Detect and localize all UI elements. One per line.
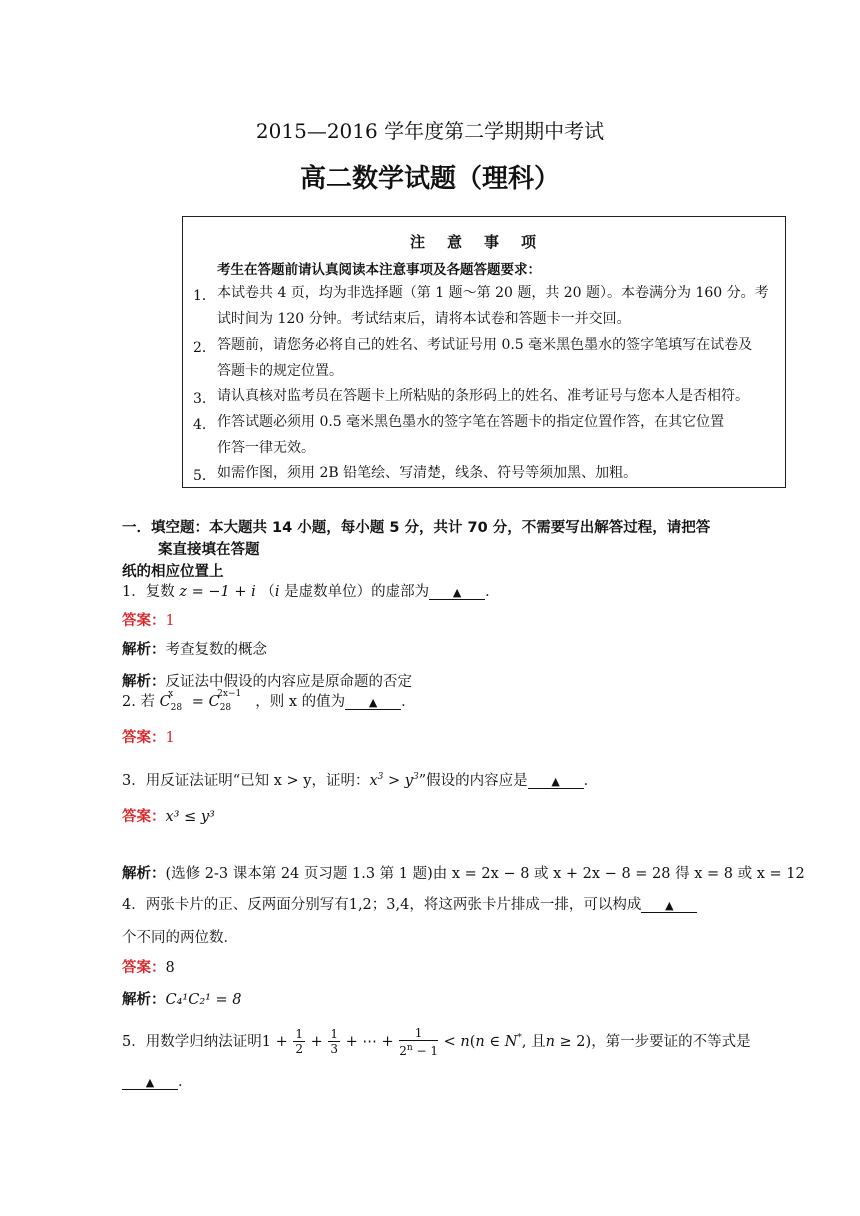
q5-formula: 1 + $\frac{1}{2}$ + $\frac{1}{3}$ + ⋯ + $\frac{1}{2^n - 1}$ < n(n ∈ N*, 且n ≥ 2)	[261, 1025, 592, 1058]
analysis-label: 解析：	[122, 866, 166, 882]
q3-formula: $x^3 > y^3$	[369, 772, 419, 789]
analysis-4	[122, 988, 242, 1009]
answer-blank: ▲	[345, 696, 401, 710]
notice-heading: 注意事项	[409, 233, 558, 251]
question-4-cont: 个不同的两位数．	[122, 930, 238, 946]
answer-label: 答案：	[122, 809, 166, 825]
notice-item-num: 3．	[193, 391, 216, 407]
section-heading-line2: 案直接填在答题	[158, 542, 260, 558]
exam-subtitle: 高二数学试题（理科）	[299, 164, 560, 194]
answer-value: 1	[165, 613, 175, 629]
q4-line1: 4．两张卡片的正、反两面分别写有1,2；3,4，将这两张卡片排成一排，可以构成	[122, 897, 642, 913]
answer-value: 8	[165, 960, 175, 976]
answer-value: x³ ≤ y³	[165, 809, 215, 825]
q1-suffix: 是虚数单位）的虚部为	[279, 584, 430, 600]
analysis-text: 反证法中假设的内容应是原命题的否定	[165, 674, 412, 690]
notice-intro: 考生在答题前请认真阅读本注意事项及各题答题要求：	[217, 262, 541, 278]
q2-prefix: 2. 若	[122, 694, 155, 710]
q2-formula: $C_{28}^x = C_{28}^{2x-1}$	[159, 689, 242, 713]
notice-item-line: 答题卡的规定位置。	[217, 363, 343, 379]
answer-blank: ▲	[122, 1076, 178, 1090]
answer-label: 答案：	[122, 730, 166, 746]
notice-item-line: 请认真核对监考员在答题卡上所粘贴的条形码上的姓名、准考证号与您本人是否相符。	[217, 388, 749, 404]
notice-item-num: 2．	[193, 340, 216, 356]
notice-item-num: 5．	[193, 468, 216, 484]
analysis-1b	[122, 670, 412, 691]
notice-item-line: 作答试题必须用 0.5 毫米黑色墨水的签字笔在答题卡的指定位置作答，在其它位置	[217, 414, 725, 430]
q2-suffix: ，则 x 的值为	[255, 694, 346, 710]
answer-blank: ▲	[429, 586, 485, 600]
question-5-cont	[122, 1070, 193, 1091]
q1-formula: z = −1 + i	[179, 584, 256, 600]
q5-prefix: 5．用数学归纳法证明	[122, 1033, 262, 1050]
question-1	[122, 580, 500, 601]
q1-end: ．	[485, 584, 500, 600]
notice-item-num: 1．	[193, 288, 216, 304]
notice-box	[182, 216, 786, 488]
answer-2	[122, 726, 175, 747]
answer-value: 1	[165, 730, 175, 746]
q3-end: ．	[583, 773, 599, 789]
analysis-3	[122, 862, 805, 883]
answer-4	[122, 956, 175, 977]
question-3	[122, 769, 598, 790]
question-4	[122, 893, 697, 914]
answer-blank: ▲	[641, 899, 697, 913]
section-heading-line3: 纸的相应位置上	[122, 564, 224, 580]
analysis-text: (选修 2-3 课本第 24 页习题 1.3 第 1 题)由 x = 2x − 8 或 x + 2x − 8 = 28 得 x = 8 或 x = 12	[165, 866, 805, 882]
exam-title: 2015—2016 学年度第二学期期中考试	[255, 119, 605, 143]
q3-suffix: ”假设的内容应是	[418, 773, 528, 789]
answer-label: 答案：	[122, 960, 166, 976]
analysis-label: 解析：	[122, 642, 166, 658]
q1-i: i	[274, 584, 280, 600]
analysis-text: 考查复数的概念	[165, 642, 267, 658]
q5-suffix: ，第一步要证的不等式是	[591, 1033, 751, 1050]
notice-item-line: 作答一律无效。	[217, 440, 315, 456]
notice-item-line: 如需作图，须用 2B 铅笔绘、写清楚，线条、符号等须加黑、加粗。	[217, 465, 638, 481]
question-5	[122, 1022, 751, 1058]
answer-1	[122, 609, 175, 630]
analysis-text: C₄¹C₂¹ = 8	[165, 992, 242, 1008]
notice-item-line: 本试卷共 4 页，均为非选择题（第 1 题～第 20 题，共 20 题）。本卷满分为 160 分。考	[217, 285, 769, 301]
analysis-1a	[122, 638, 267, 659]
section-heading-line1: 一．填空题：本大题共 14 小题，每小题 5 分，共计 70 分，不需要写出解答过程，请把答	[122, 520, 711, 536]
answer-3	[122, 805, 215, 826]
analysis-label: 解析：	[122, 674, 166, 690]
q5-end: ．	[178, 1074, 193, 1090]
q3-prefix: 3．用反证法证明“已知 x > y，证明：	[122, 773, 370, 789]
analysis-label: 解析：	[122, 992, 166, 1008]
question-2	[122, 690, 416, 713]
notice-item-line: 答题前，请您务必将自己的姓名、考试证号用 0.5 毫米黑色墨水的签字笔填写在试卷及	[217, 337, 753, 353]
answer-blank: ▲	[528, 775, 584, 789]
q2-end: ．	[401, 694, 416, 710]
q1-prefix: 1．复数	[122, 584, 175, 600]
answer-label: 答案：	[122, 613, 166, 629]
notice-item-num: 4．	[193, 417, 216, 433]
notice-item-line: 试时间为 120 分钟。考试结束后，请将本试卷和答题卡一并交回。	[217, 311, 631, 327]
q1-paren: （	[260, 584, 275, 600]
